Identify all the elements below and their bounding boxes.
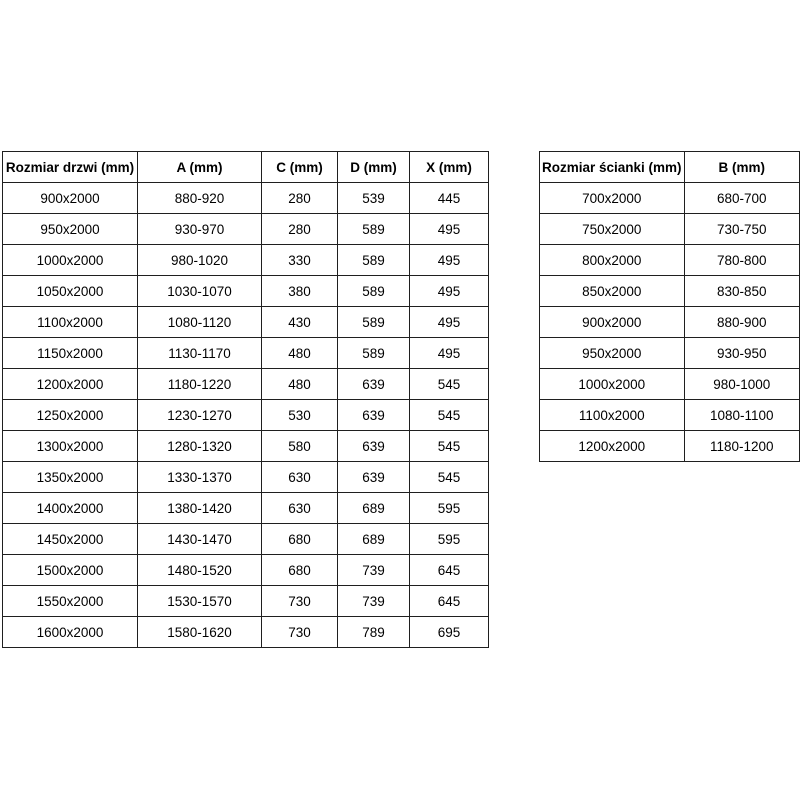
table-cell: 495 [410,307,489,338]
table-cell: 1080-1100 [684,400,799,431]
table-cell: 1500x2000 [3,555,138,586]
table-cell: 495 [410,276,489,307]
table-cell: 750x2000 [540,214,685,245]
table-cell: 1400x2000 [3,493,138,524]
table-cell: 1530-1570 [138,586,262,617]
table-cell: 689 [338,493,410,524]
table-cell: 1030-1070 [138,276,262,307]
table-cell: 1580-1620 [138,617,262,648]
table-cell: 1280-1320 [138,431,262,462]
table-cell: 589 [338,307,410,338]
table-cell: 1100x2000 [3,307,138,338]
table-cell: 639 [338,462,410,493]
table-row [540,369,800,400]
table-cell: 880-920 [138,183,262,214]
table-cell: 1150x2000 [3,338,138,369]
table-cell: 1380-1420 [138,493,262,524]
table-cell: 980-1000 [684,369,799,400]
table-row [3,400,489,431]
table-cell: 1550x2000 [3,586,138,617]
table-cell: 730 [262,586,338,617]
table-cell: 900x2000 [540,307,685,338]
header-row [540,152,800,183]
door-dimensions-table [2,151,489,648]
table-cell: 530 [262,400,338,431]
table-cell: 680 [262,524,338,555]
table-cell: 1000x2000 [540,369,685,400]
table-cell: 630 [262,493,338,524]
table-cell: 680-700 [684,183,799,214]
table-cell: 589 [338,214,410,245]
table-cell: 545 [410,431,489,462]
column-header: X (mm) [410,152,489,183]
table-cell: 1250x2000 [3,400,138,431]
table-cell: 495 [410,338,489,369]
table-cell: 1350x2000 [3,462,138,493]
table-cell: 645 [410,586,489,617]
table-row [540,307,800,338]
table-row [3,462,489,493]
table-cell: 1180-1220 [138,369,262,400]
table-cell: 730 [262,617,338,648]
table-cell: 1100x2000 [540,400,685,431]
table-cell: 480 [262,338,338,369]
table-cell: 930-970 [138,214,262,245]
table-cell: 1130-1170 [138,338,262,369]
table-cell: 739 [338,586,410,617]
table-cell: 580 [262,431,338,462]
column-header: B (mm) [684,152,799,183]
table-cell: 595 [410,493,489,524]
table-cell: 1200x2000 [540,431,685,462]
table-cell: 689 [338,524,410,555]
table-cell: 1080-1120 [138,307,262,338]
table-cell: 589 [338,245,410,276]
table-cell: 1230-1270 [138,400,262,431]
table-row [540,245,800,276]
table-row [540,214,800,245]
table-row [3,338,489,369]
table-row [3,245,489,276]
table-cell: 1050x2000 [3,276,138,307]
table-row [3,524,489,555]
table-cell: 700x2000 [540,183,685,214]
table-row [3,431,489,462]
table-cell: 1200x2000 [3,369,138,400]
table-cell: 830-850 [684,276,799,307]
table-cell: 1180-1200 [684,431,799,462]
table-cell: 495 [410,245,489,276]
table-cell: 480 [262,369,338,400]
table-cell: 730-750 [684,214,799,245]
table-row [540,400,800,431]
table-cell: 645 [410,555,489,586]
table-row [3,276,489,307]
table-row [3,586,489,617]
table-cell: 639 [338,400,410,431]
table-cell: 930-950 [684,338,799,369]
table-cell: 330 [262,245,338,276]
table-cell: 430 [262,307,338,338]
table-row [3,183,489,214]
table-cell: 545 [410,400,489,431]
column-header: D (mm) [338,152,410,183]
table-cell: 1330-1370 [138,462,262,493]
table-cell: 950x2000 [3,214,138,245]
table-cell: 280 [262,214,338,245]
table-cell: 639 [338,369,410,400]
table-cell: 280 [262,183,338,214]
table-cell: 1430-1470 [138,524,262,555]
table-cell: 539 [338,183,410,214]
table-cell: 1300x2000 [3,431,138,462]
table-cell: 880-900 [684,307,799,338]
wall-panel-dimensions-table [539,151,800,462]
table-cell: 789 [338,617,410,648]
table-cell: 1480-1520 [138,555,262,586]
table-cell: 545 [410,369,489,400]
table-row [3,369,489,400]
table-cell: 695 [410,617,489,648]
table-row [3,214,489,245]
header-row [3,152,489,183]
column-header: Rozmiar drzwi (mm) [3,152,138,183]
table-cell: 1450x2000 [3,524,138,555]
table-cell: 739 [338,555,410,586]
table-cell: 630 [262,462,338,493]
table-cell: 800x2000 [540,245,685,276]
table-row [540,276,800,307]
table-row [540,431,800,462]
table-row [540,338,800,369]
table-cell: 545 [410,462,489,493]
column-header: C (mm) [262,152,338,183]
table-row [3,555,489,586]
table-row [3,493,489,524]
table-cell: 445 [410,183,489,214]
table-cell: 589 [338,338,410,369]
table-row [540,183,800,214]
table-cell: 900x2000 [3,183,138,214]
table-cell: 595 [410,524,489,555]
table-cell: 1000x2000 [3,245,138,276]
table-cell: 980-1020 [138,245,262,276]
table-row [3,617,489,648]
table-cell: 850x2000 [540,276,685,307]
table-cell: 589 [338,276,410,307]
column-header: A (mm) [138,152,262,183]
column-header: Rozmiar ścianki (mm) [540,152,685,183]
table-cell: 780-800 [684,245,799,276]
table-cell: 639 [338,431,410,462]
table-cell: 495 [410,214,489,245]
table-cell: 1600x2000 [3,617,138,648]
table-row [3,307,489,338]
table-cell: 380 [262,276,338,307]
table-cell: 950x2000 [540,338,685,369]
table-cell: 680 [262,555,338,586]
